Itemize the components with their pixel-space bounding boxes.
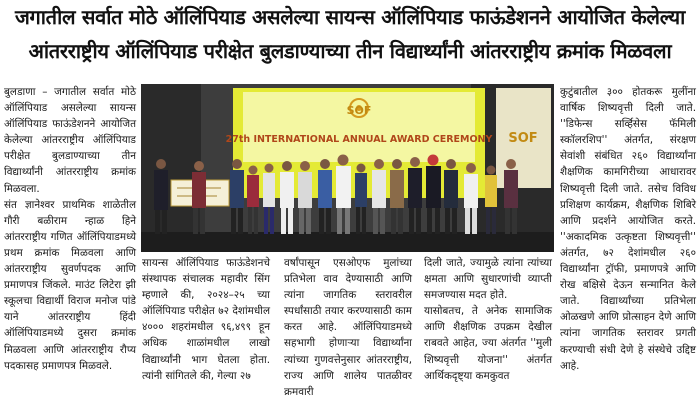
- article-column-right: कुटुंबातील ३०० होतकरू मुलींना वार्षिक शिष्यवृत्ती दिली जाते. ''डिफेन्स सर्व्हिसेस फॅमिली स्कॉलरशिप'' अंतर्गत, संरक्षण सेवांशी संबंधित २६० विद्यार्थ्यांना शैक्षणिक कामगिरीच्या आधारावर शिष्यवृत्ती दिली जाते. तसेच विविध प्रशिक्षण कार्यक्रम, शैक्षणिक शिबिरे आणि प्रदर्शने आयोजित करते. ''अकादमिक उत्कृष्टता शिष्यवृत्ती'' अंतर्गत, ७२ देशांमधील २६० विद्यार्थ्यांना ट्रॉफी, प्रमाणपत्रे आणि रोख बक्षिसे देऊन सन्मानित केले जाते. विद्यार्थ्यांच्या प्रतिभेला ओळखणे आणि प्रोत्साहन देणे आणि त्यांना जागतिक स्तरावर प्रगती करण्याची संधी देणे हे संस्थेचे उद्दिष्ट आहे.: [560, 86, 696, 372]
- side-logo: SOF: [508, 131, 538, 146]
- article-column-bottom-3: दिली जाते, ज्यामुळे त्यांना त्यांच्या क्षमता आणि सुधारणांची व्याप्ती समजण्यास मदत होते. यासोबतच, ते अनेक सामाजिक आणि शैक्षणिक उपक्रम देखील राबवते आहेत, ज्या अंतर्गत ''मुली शिष्यवृत्ती योजना'' अंतर्गत आर्थिकदृष्ट्या कमकुवत: [424, 257, 552, 382]
- article-column-bottom-2: वर्षांपासून एसओएफ मुलांच्या प्रतिभेला वाव देण्यासाठी आणि त्यांना जागतिक स्तरावरील स्पर्धांसाठी तयार करण्यासाठी काम करत आहे. ऑलिंपियाडमध्ये सहभागी होणाऱ्या विद्यार्थ्यांना त्यांच्या गुणवत्तेनुसार आंतरराष्ट्रीय, राज्य आणि शालेय पातळीवर क्रमवारी: [284, 257, 412, 398]
- news-photo: [141, 84, 554, 252]
- banner-title: 27th INTERNATIONAL ANNUAL AWARD CEREMONY: [225, 134, 493, 145]
- headline-line-1: जगातील सर्वात मोठे ऑलिंपियाड असलेल्या सायन्स ऑलिंपियाड फाऊंडेशनने आयोजित केलेल्या: [14, 5, 686, 29]
- banner-logo: SOF: [346, 104, 372, 117]
- headline-line-2: आंतरराष्ट्रीय ऑलिंपियाड परीक्षेत बुलडाण्याच्या तीन विद्यार्थ्यांनी आंतरराष्ट्रीय क्रमांक मिळवला: [28, 39, 672, 63]
- article-column-left: बुलडाणा – जगातील सर्वात मोठे ऑलिंपियाड असलेल्या सायन्स ऑलिंपियाड फाऊंडेशनने आयोजित केलेल्या आंतरराष्ट्रीय ऑलिंपियाड परीक्षेत बुलडाण्याच्या तीन विद्यार्थ्यांनी आंतरराष्ट्रीय क्रमांक मिळवला. संत ज्ञानेश्वर प्राथमिक शाळेतील गौरी बळीराम न्हाळ हिने आंतरराष्ट्रीय गणित ऑलिंपियाडमध्ये प्रथम क्रमांक मिळवला आणि आंतरराष्ट्रीय सुवर्णपदक आणि प्रमाणपत्र जिंकले. माउंट लिटेरा झी स्कूलचा विद्यार्थी विराज मनोज पांडे याने आंतरराष्ट्रीय हिंदी ऑलिंपियाडमध्ये दुसरा क्रमांक मिळवला आणि आंतरराष्ट्रीय रौप्य पदकासह प्रमाणपत्र मिळवले.: [4, 86, 136, 372]
- headline: [0, 0, 700, 74]
- article-column-bottom-1: सायन्स ऑलिंपियाड फाऊंडेशनचे संस्थापक संचालक महावीर सिंग म्हणाले की, २०२४–२५ च्या ऑलिंपियाड परीक्षेत ७२ देशांमधील ४००० शहरांमधील ९६,४९९ हून अधिक शाळांमधील लाखो विद्यार्थ्यांनी भाग घेतला होता. त्यांनी सांगितले की, गेल्या २७: [142, 257, 270, 382]
